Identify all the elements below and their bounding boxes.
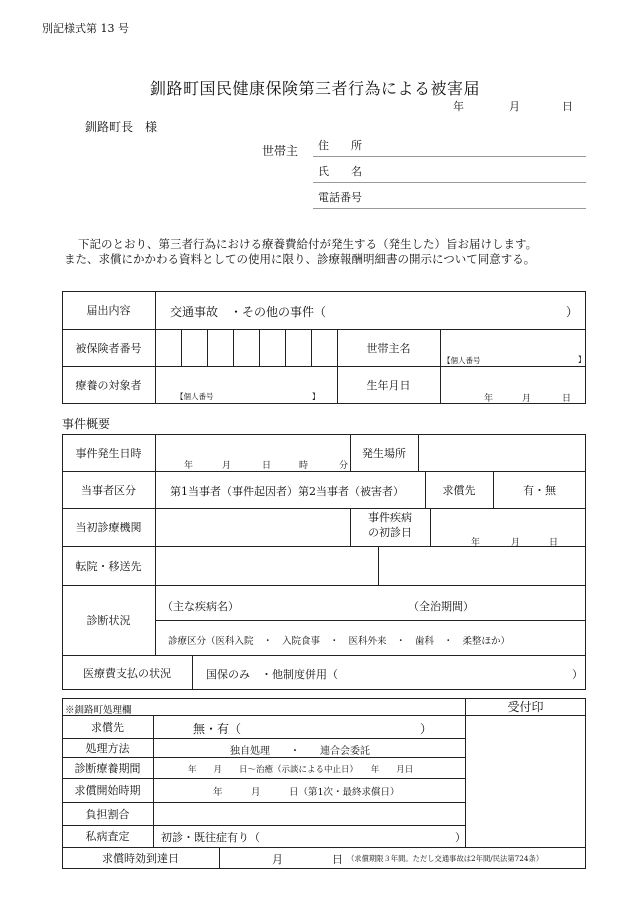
first-date-label-line1: 事件疾病 <box>368 511 412 524</box>
patient-mynumber-open: 【個人番号 <box>176 392 214 401</box>
page-title: 釧路町国民健康保険第三者行為による被害届 <box>149 79 480 98</box>
expiry-month[interactable]: 月 <box>272 853 283 866</box>
incident-month[interactable]: 月 <box>222 461 232 471</box>
office-claim-value[interactable]: 無・有（ <box>193 722 242 736</box>
burden-label: 負担割合 <box>85 807 130 821</box>
incident-minute[interactable]: 分 <box>339 461 349 471</box>
disease-label: （主な疾病名） <box>162 600 239 613</box>
method-value[interactable]: 独自処理 ・ 連合会委託 <box>230 746 370 757</box>
first-clinic-label: 当初診療機関 <box>75 521 142 534</box>
period-label-office: 診断療養期間 <box>74 761 141 775</box>
claim-value[interactable]: 有・無 <box>523 483 556 497</box>
party-value[interactable]: 第1当事者（事件起因者）第2当事者（被害者） <box>170 485 404 498</box>
receipt-label: 受付印 <box>507 700 544 714</box>
first-day[interactable]: 日 <box>549 538 559 548</box>
addressee: 釧路町長 様 <box>85 120 158 134</box>
diagnosis-label: 診断状況 <box>86 614 131 627</box>
incident-hour[interactable]: 時 <box>299 461 309 471</box>
incident-day[interactable]: 日 <box>262 461 272 471</box>
start-label: 求償開始時期 <box>74 784 141 797</box>
incident-section-label: 事件概要 <box>62 417 111 431</box>
householder-mynumber-close: 】 <box>578 355 586 364</box>
householder-label: 世帯主 <box>262 144 299 158</box>
office-section-label: ※釧路町処理欄 <box>65 705 132 716</box>
claim-label: 求償先 <box>442 483 476 497</box>
first-month[interactable]: 月 <box>511 538 521 548</box>
date-month[interactable]: 月 <box>509 100 520 113</box>
name-label: 氏 名 <box>318 165 362 178</box>
content-value[interactable]: 交通事故 ・その他の事件（ <box>170 305 327 319</box>
payment-value[interactable]: 国保のみ ・他制度併用（ <box>206 668 338 681</box>
private-value[interactable]: 初診・既往症有り（ <box>161 831 260 844</box>
office-claim-label: 求償先 <box>91 720 124 734</box>
first-date-label <box>350 510 430 540</box>
date-year[interactable]: 年 <box>453 100 464 113</box>
address-label: 住 所 <box>318 139 362 152</box>
incident-year[interactable]: 年 <box>184 461 194 471</box>
householder-mynumber-open: 【個人番号 <box>443 356 481 365</box>
patient-mynumber-close: 】 <box>312 392 320 401</box>
period-label: （全治期間） <box>408 600 474 613</box>
start-value[interactable]: 年 月 日（第1次・最終求償日） <box>213 787 400 798</box>
method-label: 処理方法 <box>85 741 130 755</box>
birth-year[interactable]: 年 <box>484 394 494 404</box>
form-number: 別記様式第 13 号 <box>42 22 129 35</box>
content-close: ） <box>566 305 579 319</box>
first-date-label-line2: の初診日 <box>368 526 412 539</box>
birth-day[interactable]: 日 <box>562 394 572 404</box>
party-label: 当事者区分 <box>81 483 136 497</box>
phone-line[interactable] <box>313 208 586 209</box>
private-close: ） <box>455 831 466 844</box>
date-day[interactable]: 日 <box>562 100 573 113</box>
birth-month[interactable]: 月 <box>522 394 532 404</box>
expiry-label: 求償時効到達日 <box>102 852 179 865</box>
expiry-day[interactable]: 日 <box>332 853 343 866</box>
office-claim-close: ） <box>420 722 433 736</box>
address-line[interactable] <box>313 156 586 157</box>
content-label: 届出内容 <box>86 304 131 317</box>
patient-label: 療養の対象者 <box>75 379 142 392</box>
householder-name-label: 世帯主名 <box>366 341 411 355</box>
payment-close: ） <box>572 668 583 681</box>
first-year[interactable]: 年 <box>471 538 481 548</box>
name-line[interactable] <box>313 182 586 183</box>
place-label: 発生場所 <box>362 446 406 460</box>
statement-line2: また、求償にかかわる資料としての使用に限り、診療報酬明細書の開示について同意する。 <box>64 252 536 266</box>
statement-line1: 下記のとおり、第三者行為における療養費給付が発生する（発生した）旨お届けします。 <box>78 237 538 251</box>
private-label: 私病査定 <box>85 830 130 843</box>
period-value[interactable]: 年 月 日〜治癒（示談による中止日） 年 月日 <box>188 765 414 775</box>
birth-label: 生年月日 <box>366 379 411 392</box>
expiry-note: （求償期限３年間。ただし交通事故は2年間/民法第724条） <box>347 854 544 863</box>
transfer-label: 転院・移送先 <box>75 559 142 573</box>
treatment-category[interactable]: 診療区分（医科入院 ・ 入院食事 ・ 医科外来 ・ 歯科 ・ 柔整ほか） <box>168 636 511 647</box>
insured-no-label: 被保険者番号 <box>75 341 142 355</box>
phone-label: 電話番号 <box>318 191 362 204</box>
datetime-label: 事件発生日時 <box>75 446 142 460</box>
payment-label: 医療費支払の状況 <box>83 666 171 680</box>
